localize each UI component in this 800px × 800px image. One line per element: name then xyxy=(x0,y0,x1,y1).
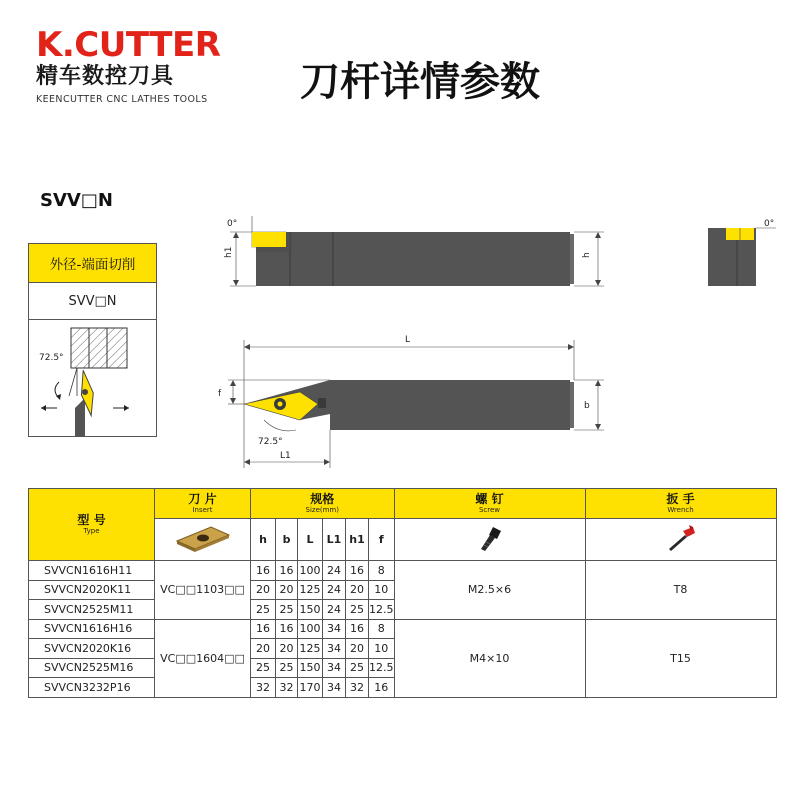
val-h: 20 xyxy=(251,580,276,600)
val-L: 150 xyxy=(298,658,323,678)
application-angle: 72.5° xyxy=(39,353,64,363)
dim-col-h1: h1 xyxy=(346,519,369,561)
dim-f: f xyxy=(218,389,222,399)
val-L: 150 xyxy=(298,600,323,620)
screw-cell: M2.5×6 xyxy=(394,561,585,620)
table-header-row xyxy=(29,489,777,519)
insert-icon xyxy=(173,521,233,555)
val-h1: 25 xyxy=(346,658,369,678)
val-h1: 20 xyxy=(346,639,369,659)
screw-icon xyxy=(475,523,505,553)
end-zero-angle: 0° xyxy=(764,219,775,229)
header-wrench: 扳 手 Wrench xyxy=(585,489,776,519)
dim-col-L: L xyxy=(298,519,323,561)
brand-logo: K.CUTTER xyxy=(36,25,221,65)
val-L1: 34 xyxy=(323,619,346,639)
holder-top-view xyxy=(330,380,570,430)
dim-L1: L1 xyxy=(280,451,291,461)
val-b: 25 xyxy=(276,658,298,678)
page-title: 刀杆详情参数 xyxy=(300,59,540,105)
application-code: SVV□N xyxy=(29,283,156,320)
dim-b: b xyxy=(584,401,590,411)
val-f: 10 xyxy=(369,580,395,600)
holder-side-view xyxy=(256,232,570,286)
val-b: 32 xyxy=(276,678,298,698)
val-h1: 16 xyxy=(346,561,369,581)
brand-name-cn: 精车数控刀具 xyxy=(36,64,175,89)
wrench-cell: T8 xyxy=(585,561,776,620)
dim-L: L xyxy=(405,335,411,345)
type-cell: SVVCN2525M16 xyxy=(29,658,155,678)
header-screw: 螺 钉 Screw xyxy=(394,489,585,519)
type-cell: SVVCN2020K11 xyxy=(29,580,155,600)
val-h: 16 xyxy=(251,561,276,581)
wrench-icon xyxy=(663,523,699,553)
val-b: 16 xyxy=(276,561,298,581)
val-b: 20 xyxy=(276,580,298,600)
val-h1: 32 xyxy=(346,678,369,698)
val-L: 125 xyxy=(298,639,323,659)
screw-cell: M4×10 xyxy=(394,619,585,697)
type-cell: SVVCN1616H11 xyxy=(29,561,155,581)
val-L1: 24 xyxy=(323,580,346,600)
dim-col-h: h xyxy=(251,519,276,561)
dim-col-f: f xyxy=(369,519,395,561)
type-cell: SVVCN1616H16 xyxy=(29,619,155,639)
header-type: 型 号 Type xyxy=(29,489,155,561)
wrench-image-cell xyxy=(585,519,776,561)
val-L: 125 xyxy=(298,580,323,600)
header-size: 规格 Size(mm) xyxy=(251,489,395,519)
val-L: 100 xyxy=(298,561,323,581)
side-zero-angle: 0° xyxy=(227,219,238,229)
val-L1: 34 xyxy=(323,658,346,678)
val-h: 25 xyxy=(251,600,276,620)
type-cell: SVVCN2020K16 xyxy=(29,639,155,659)
val-h1: 20 xyxy=(346,580,369,600)
model-code: SVV□N xyxy=(40,190,113,211)
val-h1: 16 xyxy=(346,619,369,639)
val-h1: 25 xyxy=(346,600,369,620)
val-f: 16 xyxy=(369,678,395,698)
val-f: 12.5 xyxy=(369,658,395,678)
val-h: 32 xyxy=(251,678,276,698)
val-h: 25 xyxy=(251,658,276,678)
type-cell: SVVCN2525M11 xyxy=(29,600,155,620)
dim-col-L1: L1 xyxy=(323,519,346,561)
wrench-cell: T15 xyxy=(585,619,776,697)
insert-image-cell xyxy=(155,519,251,561)
val-L1: 34 xyxy=(323,678,346,698)
brand-name-en: KEENCUTTER CNC LATHES TOOLS xyxy=(36,94,208,105)
spec-table xyxy=(28,488,777,698)
dim-col-b: b xyxy=(276,519,298,561)
val-b: 20 xyxy=(276,639,298,659)
val-f: 8 xyxy=(369,561,395,581)
dim-h: h xyxy=(582,252,592,258)
val-f: 12.5 xyxy=(369,600,395,620)
val-f: 8 xyxy=(369,619,395,639)
val-h: 20 xyxy=(251,639,276,659)
application-label: 外径-端面切削 xyxy=(29,244,156,283)
screw-image-cell xyxy=(394,519,585,561)
technical-drawing xyxy=(0,200,800,480)
val-b: 25 xyxy=(276,600,298,620)
table-row xyxy=(29,619,777,639)
val-L: 170 xyxy=(298,678,323,698)
dim-h1: h1 xyxy=(224,246,234,258)
val-L1: 24 xyxy=(323,561,346,581)
dim-angle: 72.5° xyxy=(258,437,283,447)
val-b: 16 xyxy=(276,619,298,639)
val-L: 100 xyxy=(298,619,323,639)
val-h: 16 xyxy=(251,619,276,639)
val-L1: 34 xyxy=(323,639,346,659)
header-insert: 刀 片 Insert xyxy=(155,489,251,519)
type-cell: SVVCN3232P16 xyxy=(29,678,155,698)
insert-cell: VC□□1103□□ xyxy=(155,561,251,620)
val-f: 10 xyxy=(369,639,395,659)
insert-cell: VC□□1604□□ xyxy=(155,619,251,697)
val-L1: 24 xyxy=(323,600,346,620)
table-row xyxy=(29,561,777,581)
